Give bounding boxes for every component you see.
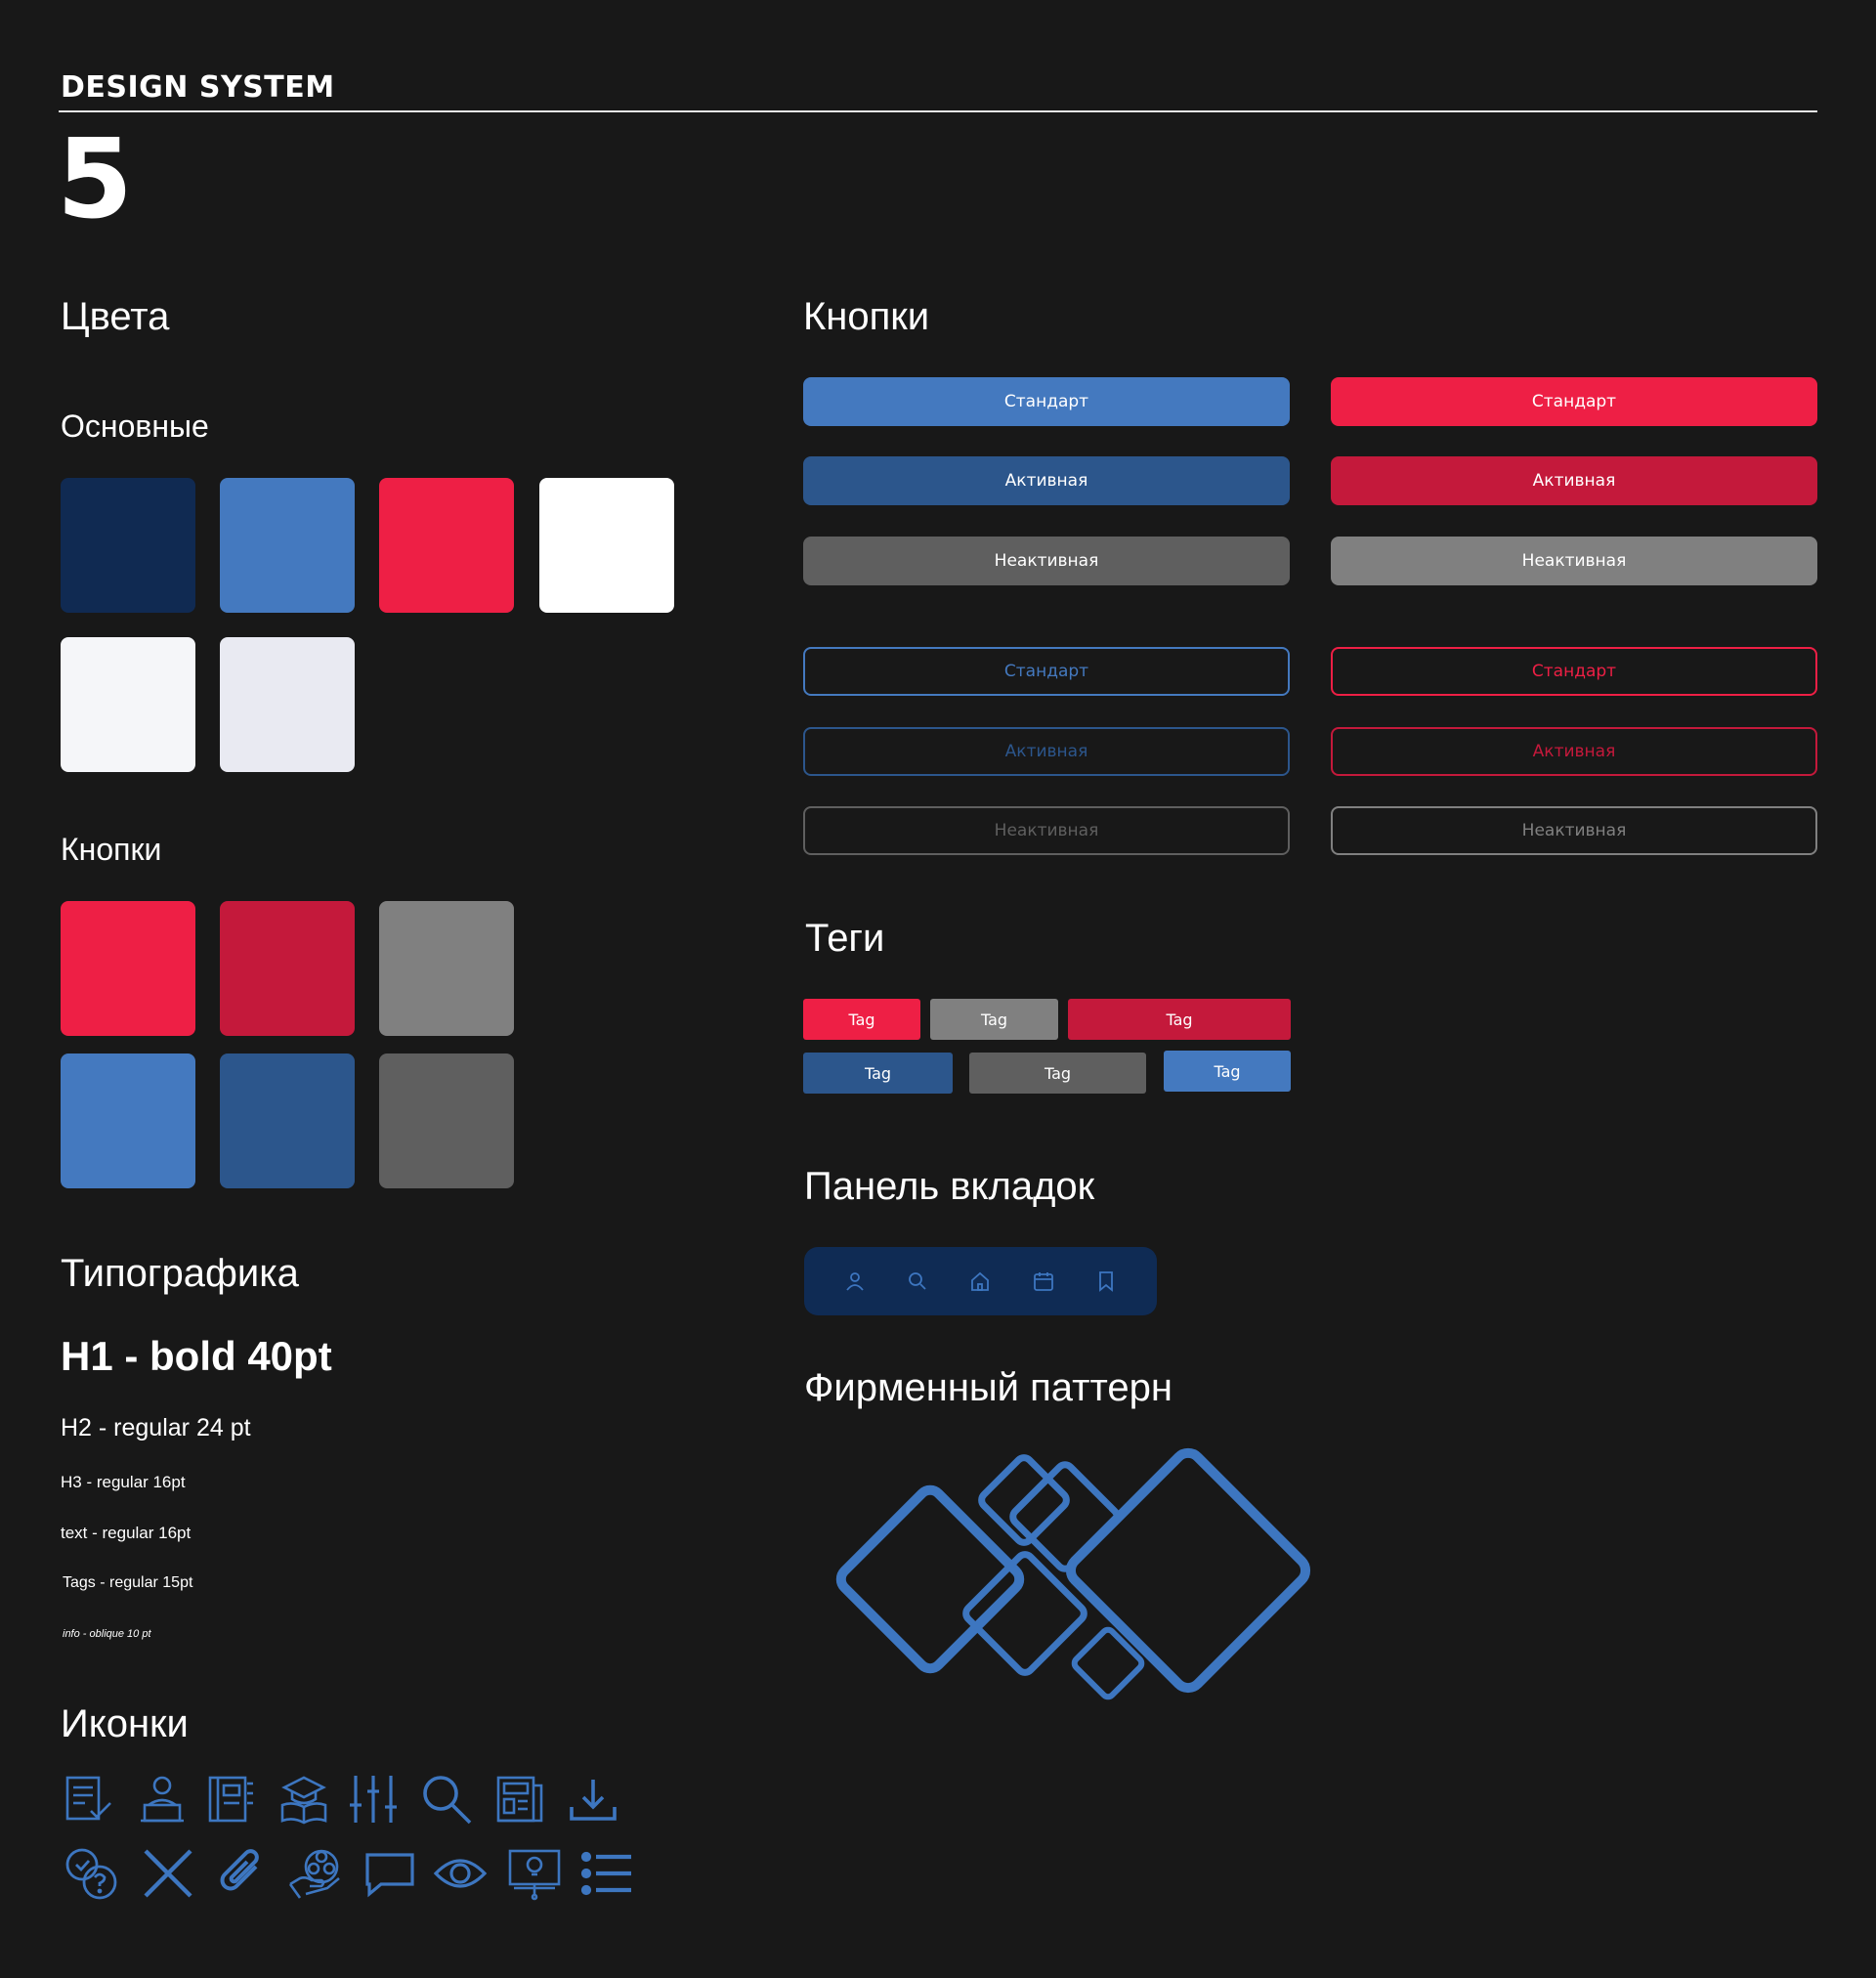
search-icon[interactable]	[905, 1268, 930, 1294]
chat-question-icon	[63, 1845, 119, 1902]
document-check-icon	[61, 1771, 117, 1828]
home-icon[interactable]	[967, 1268, 993, 1294]
swatch-main-4	[539, 478, 674, 613]
graduation-icon	[276, 1771, 332, 1828]
blue-outline-standard-button[interactable]: Стандарт	[803, 647, 1290, 696]
tag-item[interactable]: Tag	[803, 999, 920, 1040]
calendar-icon[interactable]	[1031, 1268, 1056, 1294]
tabbar-title: Панель вкладок	[804, 1165, 1095, 1208]
book-icon	[203, 1771, 260, 1828]
user-icon[interactable]	[842, 1268, 868, 1294]
presentation-icon	[506, 1845, 563, 1902]
red-outline-inactive-button[interactable]: Неактивная	[1331, 806, 1817, 855]
teacher-icon	[134, 1771, 191, 1828]
swatch-button-3	[379, 901, 514, 1036]
search-icon	[418, 1771, 475, 1828]
tag-item[interactable]: Tag	[803, 1053, 953, 1094]
icons-title: Иконки	[61, 1702, 189, 1745]
blue-active-button[interactable]: Активная	[803, 456, 1290, 505]
paperclip-icon	[213, 1845, 270, 1902]
eye-icon	[432, 1845, 489, 1902]
red-outline-standard-button[interactable]: Стандарт	[1331, 647, 1817, 696]
typography-h3-sample: H3 - regular 16pt	[61, 1473, 186, 1491]
blue-outline-active-button[interactable]: Активная	[803, 727, 1290, 776]
blue-outline-inactive-button[interactable]: Неактивная	[803, 806, 1290, 855]
brand-pattern	[801, 1437, 1378, 1730]
header-divider	[59, 110, 1817, 112]
typography-title: Типографика	[61, 1252, 299, 1295]
swatch-button-5	[220, 1054, 355, 1188]
colors-buttons-label: Кнопки	[61, 832, 162, 867]
blue-inactive-button[interactable]: Неактивная	[803, 537, 1290, 585]
swatch-main-5	[61, 637, 195, 772]
swatch-button-1	[61, 901, 195, 1036]
tags-title: Теги	[805, 917, 885, 960]
red-active-button[interactable]: Активная	[1331, 456, 1817, 505]
typography-h2-sample: H2 - regular 24 pt	[61, 1414, 251, 1441]
brand-title: DESIGN SYSTEM	[61, 70, 335, 105]
tab-bar	[804, 1247, 1157, 1315]
tag-item[interactable]: Tag	[969, 1053, 1146, 1094]
swatch-button-6	[379, 1054, 514, 1188]
typography-text-sample: text - regular 16pt	[61, 1524, 192, 1542]
colors-main-label: Основные	[61, 408, 209, 444]
red-outline-active-button[interactable]: Активная	[1331, 727, 1817, 776]
typography-h1-sample: H1 - bold 40pt	[61, 1333, 332, 1379]
tag-item[interactable]: Tag	[930, 999, 1058, 1040]
swatch-main-2	[220, 478, 355, 613]
red-inactive-button[interactable]: Неактивная	[1331, 537, 1817, 585]
sliders-icon	[345, 1771, 402, 1828]
swatch-main-1	[61, 478, 195, 613]
red-standard-button[interactable]: Стандарт	[1331, 377, 1817, 426]
download-icon	[565, 1771, 621, 1828]
pattern-title: Фирменный паттерн	[804, 1366, 1172, 1409]
typography-tags-sample: Tags - regular 15pt	[63, 1574, 193, 1591]
swatch-button-4	[61, 1054, 195, 1188]
typography-info-sample: info - oblique 10 pt	[63, 1628, 151, 1640]
colors-title: Цвета	[61, 295, 170, 338]
message-icon	[362, 1845, 418, 1902]
blue-standard-button[interactable]: Стандарт	[803, 377, 1290, 426]
swatch-button-2	[220, 901, 355, 1036]
newspaper-icon	[491, 1771, 548, 1828]
tag-item[interactable]: Tag	[1068, 999, 1291, 1040]
bookmark-icon[interactable]	[1093, 1268, 1119, 1294]
buttons-title: Кнопки	[803, 295, 930, 338]
swatch-main-6	[220, 637, 355, 772]
close-icon	[140, 1845, 196, 1902]
swatch-main-3	[379, 478, 514, 613]
page-number: 5	[57, 116, 133, 243]
list-icon	[578, 1845, 635, 1902]
tag-item[interactable]: Tag	[1164, 1051, 1291, 1092]
hand-people-icon	[286, 1845, 343, 1902]
